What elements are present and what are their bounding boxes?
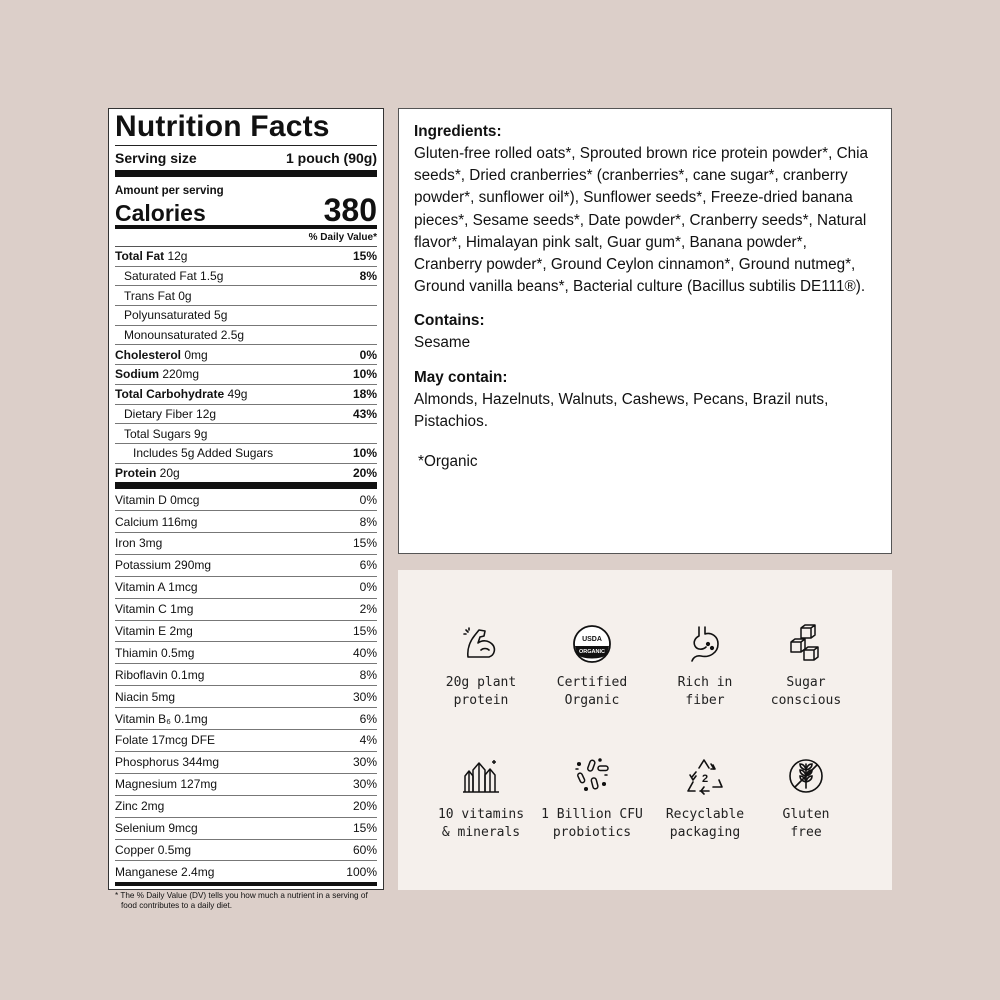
nutrient-percent: 10%	[352, 367, 377, 382]
feature-label-line1: Gluten	[782, 807, 830, 822]
vitamin-name: Vitamin A 1mcg	[115, 580, 198, 595]
nutrient-row	[115, 405, 377, 425]
nutrient-name: Trans Fat 0g	[124, 288, 192, 303]
vitamin-row	[115, 708, 377, 730]
vitamin-percent: 20%	[352, 799, 377, 814]
nutrient-name: Polyunsaturated 5g	[124, 308, 228, 323]
vitamin-name: Vitamin C 1mg	[115, 602, 194, 617]
vitamin-percent: 60%	[352, 842, 377, 857]
vitamin-percent: 40%	[352, 645, 377, 660]
nutrient-name: Total Sugars 9g	[124, 426, 208, 441]
nutrition-facts-label	[108, 108, 384, 911]
vitamin-name: Riboflavin 0.1mg	[115, 667, 205, 682]
vitamin-percent: 30%	[352, 777, 377, 792]
vitamin-percent: 15%	[352, 821, 377, 836]
nutrient-amount: 220mg	[159, 367, 200, 382]
vitamin-row	[115, 489, 377, 511]
nutrient-percent: 0%	[359, 347, 377, 362]
nutrient-row	[115, 326, 377, 346]
vitamin-percent: 30%	[352, 755, 377, 770]
vitamin-row	[115, 686, 377, 708]
feature-label-line2: free	[790, 825, 822, 840]
nutrient-amount: 20g	[156, 465, 180, 480]
vitamin-name: Iron 3mg	[115, 536, 163, 551]
feature-vitamins	[421, 756, 541, 842]
nutrient-name: Cholesterol	[115, 347, 182, 362]
serving-size-value: 1 pouch (90g)	[285, 150, 377, 166]
gluten-free-icon	[786, 756, 826, 796]
nutrient-percent: 10%	[352, 446, 377, 461]
nutrient-name: Saturated Fat 1.5g	[124, 269, 224, 284]
nutrient-row	[115, 365, 377, 385]
calories-row	[115, 192, 377, 229]
vitamin-row	[115, 840, 377, 862]
vitamin-name: Selenium 9mcg	[115, 821, 198, 836]
nutrient-name: Sodium	[115, 367, 159, 382]
nutrient-amount: 0mg	[181, 347, 208, 362]
serving-size-row	[115, 146, 377, 177]
vitamin-row	[115, 621, 377, 643]
ingredients-heading: Ingredients:	[414, 123, 502, 140]
nutrition-title: Nutrition Facts	[115, 109, 377, 146]
recycle-icon	[685, 756, 725, 796]
muscle-arm-icon	[461, 624, 501, 664]
vitamin-row	[115, 511, 377, 533]
contains-heading: Contains:	[414, 312, 485, 330]
vitamin-row	[115, 796, 377, 818]
vitamin-percent: 0%	[359, 492, 377, 507]
vitamin-name: Vitamin D 0mcg	[115, 492, 200, 507]
vitamin-name: Magnesium 127mg	[115, 777, 218, 792]
stomach-icon	[685, 624, 725, 664]
usda-organic-icon	[572, 624, 612, 664]
nutrient-name: Monounsaturated 2.5g	[124, 328, 245, 343]
feature-sugar	[746, 624, 866, 710]
vitamin-percent: 100%	[346, 864, 377, 879]
recycle-number: 2	[701, 773, 709, 785]
contains-text: Sesame	[414, 334, 471, 352]
vitamin-row	[115, 752, 377, 774]
vitamin-percent: 6%	[359, 711, 377, 726]
ingredients-text: Gluten-free rolled oats*, Sprouted brown rice protein powder*, Chia seeds*, Dried cranberries* (cranberries*, cane sugar*, cranberry powder*, sunflower oil*), Sunflower seeds*, Freeze-dried banana pieces*, Sesame seeds*, Date powder*, Cranberry seeds*, Natural flavor*, Himalayan pink salt, Guar gum*, Banana powder*, Cranberry powder*, Ground Ceylon cinnamon*, Ground nutmeg*, Ground vanilla beans*, Bacterial culture (Bacillus subtilis DE111®).	[414, 145, 869, 296]
vitamin-row	[115, 774, 377, 796]
nutrient-row	[115, 286, 377, 306]
usda-seal-text: USDA	[582, 636, 602, 643]
feature-label-line2: fiber	[685, 693, 725, 708]
nutrient-name: Total Fat	[115, 249, 165, 264]
feature-label-line2: Organic	[564, 693, 620, 708]
sugar-cubes-icon	[786, 624, 826, 664]
vitamin-name: Calcium 116mg	[115, 514, 198, 529]
vitamin-name: Potassium 290mg	[115, 558, 212, 573]
vitamin-row	[115, 664, 377, 686]
feature-organic	[532, 624, 652, 710]
vitamin-name: Vitamin E 2mg	[115, 624, 193, 639]
feature-label-line2: packaging	[669, 825, 741, 840]
vitamin-row	[115, 533, 377, 555]
feature-label-line2: protein	[453, 693, 509, 708]
vitamin-row	[115, 818, 377, 840]
vitamin-percent: 30%	[352, 689, 377, 704]
nutrient-name: Dietary Fiber 12g	[124, 406, 217, 421]
organic-seal-text: ORGANIC	[579, 649, 605, 655]
nutrient-row	[115, 247, 377, 267]
nutrient-row	[115, 267, 377, 287]
feature-label-line1: 1 Billion CFU	[541, 807, 643, 822]
feature-protein	[421, 624, 541, 710]
vitamin-name: Niacin 5mg	[115, 689, 176, 704]
calories-label: Calories	[115, 200, 206, 226]
organic-note: *Organic	[418, 453, 478, 471]
nutrient-row	[115, 424, 377, 444]
nutrient-row	[115, 385, 377, 405]
crystals-icon	[461, 756, 501, 796]
nutrient-percent: 20%	[352, 465, 377, 480]
may-contain-heading: May contain:	[414, 368, 508, 386]
nutrient-row	[115, 345, 377, 365]
vitamin-percent: 8%	[359, 514, 377, 529]
nutrient-amount: 49g	[224, 387, 248, 402]
vitamin-row	[115, 861, 377, 886]
vitamin-row	[115, 555, 377, 577]
vitamin-name: Thiamin 0.5mg	[115, 645, 195, 660]
benefits-panel	[398, 570, 892, 890]
ingredients-panel	[398, 108, 892, 554]
vitamin-row	[115, 599, 377, 621]
nutrient-name: Includes 5g Added Sugars	[133, 446, 274, 461]
nutrient-row	[115, 464, 377, 490]
vitamin-percent: 2%	[359, 602, 377, 617]
daily-value-footnote: * The % Daily Value (DV) tells you how much a nutrient in a serving of food contributes to a daily diet.	[115, 891, 368, 911]
feature-label-line1: 10 vitamins	[437, 807, 525, 822]
nutrient-row	[115, 444, 377, 464]
nutrient-row	[115, 306, 377, 326]
probiotics-icon	[572, 756, 612, 796]
vitamin-percent: 15%	[352, 536, 377, 551]
nutrient-name: Total Carbohydrate	[115, 387, 225, 402]
nutrient-percent: 8%	[359, 269, 377, 284]
vitamin-row	[115, 577, 377, 599]
serving-size-label: Serving size	[115, 150, 197, 166]
vitamin-name: Copper 0.5mg	[115, 842, 192, 857]
vitamin-percent: 8%	[359, 667, 377, 682]
vitamin-name: Zinc 2mg	[115, 799, 165, 814]
nutrient-percent: 15%	[352, 249, 377, 264]
vitamin-name: Phosphorus 344mg	[115, 755, 220, 770]
feature-label-line2: & minerals	[441, 825, 521, 840]
feature-label-line1: Certified	[556, 675, 628, 690]
vitamin-name: Manganese 2.4mg	[115, 864, 215, 879]
nutrient-percent: 43%	[352, 406, 377, 421]
vitamin-percent: 4%	[359, 733, 377, 748]
feature-label-line1: 20g plant	[445, 675, 517, 690]
feature-label-line2: probiotics	[552, 825, 632, 840]
daily-value-header: % Daily Value*	[115, 229, 377, 247]
feature-label-line1: Sugar	[786, 675, 826, 690]
nutrient-percent: 18%	[352, 387, 377, 402]
nutrient-name: Protein	[115, 465, 157, 480]
feature-label-line1: Recyclable	[665, 807, 745, 822]
feature-label-line2: conscious	[770, 693, 842, 708]
vitamin-name: Folate 17mcg DFE	[115, 733, 216, 748]
vitamin-row	[115, 730, 377, 752]
vitamin-row	[115, 642, 377, 664]
amount-per-serving: Amount per serving	[115, 185, 224, 197]
vitamin-name: Vitamin B₆ 0.1mg	[115, 711, 208, 726]
vitamin-percent: 6%	[359, 558, 377, 573]
feature-label-line1: Rich in	[677, 675, 733, 690]
feature-gluten-free	[746, 756, 866, 842]
calories-value: 380	[323, 192, 377, 228]
vitamin-percent: 15%	[352, 624, 377, 639]
nutrient-amount: 12g	[164, 249, 188, 264]
may-contain-text: Almonds, Hazelnuts, Walnuts, Cashews, Pecans, Brazil nuts, Pistachios.	[414, 390, 829, 430]
vitamin-percent: 0%	[359, 580, 377, 595]
feature-probiotics	[532, 756, 652, 842]
